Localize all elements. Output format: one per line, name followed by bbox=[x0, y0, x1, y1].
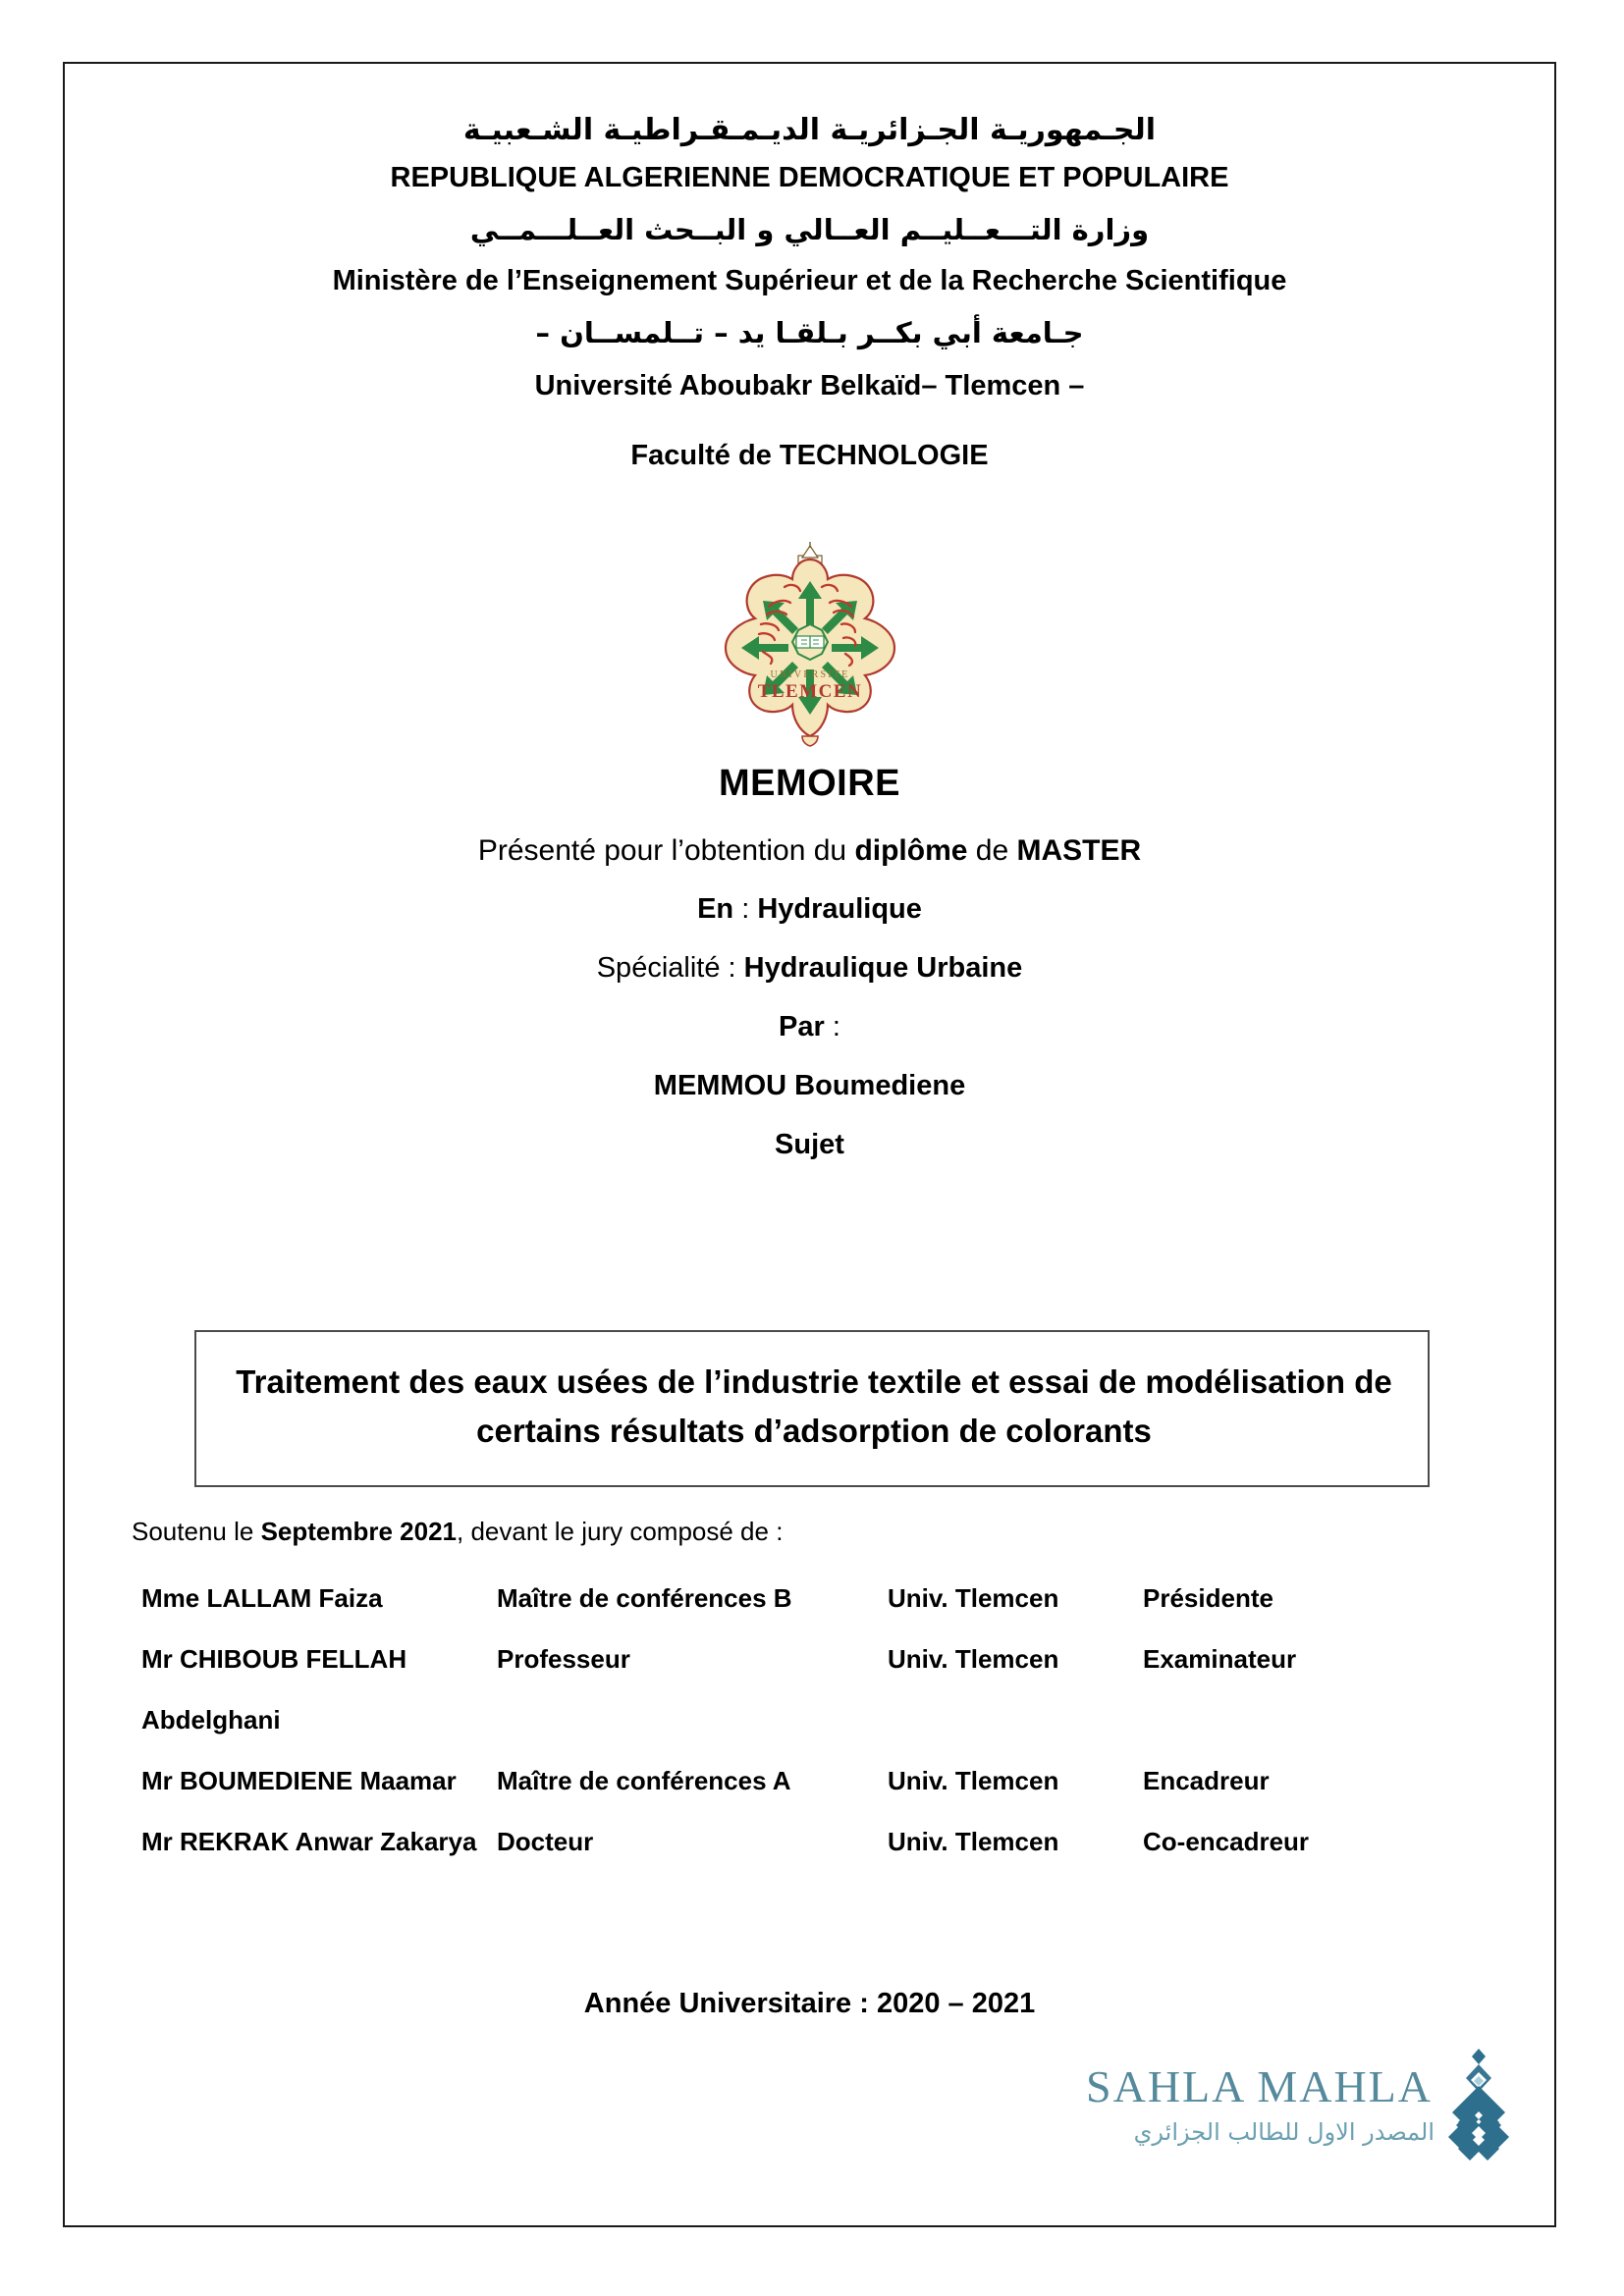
table-row bbox=[141, 1574, 1457, 1634]
subject-label: Sujet bbox=[775, 1129, 844, 1160]
jury-affiliation: Univ. Tlemcen bbox=[888, 1644, 1059, 1674]
jury-affiliation: Univ. Tlemcen bbox=[888, 1827, 1059, 1856]
jury-grade: Maître de conférences B bbox=[497, 1583, 792, 1613]
republic-french-line: REPUBLIQUE ALGERIENNE DEMOCRATIQUE ET POPULAIRE bbox=[390, 162, 1229, 193]
table-row bbox=[141, 1634, 1457, 1695]
table-row-continuation bbox=[141, 1695, 1457, 1756]
field-label: En bbox=[697, 893, 734, 925]
speciality-label: Spécialité : bbox=[596, 952, 744, 984]
university-arabic-line: جـامعة أبي بكــر بـلقـا يد – تــلمســان – bbox=[535, 316, 1084, 349]
university-seal-logo bbox=[712, 542, 908, 748]
jury-name: Mr CHIBOUB FELLAH bbox=[141, 1644, 407, 1674]
jury-role: Encadreur bbox=[1143, 1766, 1270, 1795]
jury-grade: Professeur bbox=[497, 1644, 630, 1674]
seal-caption-top: UNIVERSITE bbox=[770, 669, 849, 680]
jury-affiliation: Univ. Tlemcen bbox=[888, 1766, 1059, 1795]
watermark-brand-text: SAHLA MAHLA bbox=[1086, 2061, 1433, 2111]
presented-master-word: MASTER bbox=[1016, 834, 1142, 867]
seal-caption-bottom: TLEMCEN bbox=[757, 681, 862, 702]
by-colon: : bbox=[824, 1011, 840, 1042]
jury-name: Mr BOUMEDIENE Maamar bbox=[141, 1766, 457, 1795]
jury-affiliation: Univ. Tlemcen bbox=[888, 1583, 1059, 1613]
defense-date-line bbox=[132, 1517, 783, 1547]
by-line bbox=[65, 1011, 1554, 1043]
presented-diploma-word: diplôme bbox=[854, 834, 968, 867]
watermark-tagline-arabic: المصدر الاول للطالب الجزائري bbox=[1133, 2118, 1435, 2146]
defense-prefix: Soutenu le bbox=[132, 1517, 261, 1546]
author-name: MEMMOU Boumediene bbox=[653, 1070, 966, 1101]
by-label: Par bbox=[779, 1011, 825, 1042]
sahla-mahla-watermark bbox=[1059, 2047, 1521, 2179]
speciality-line bbox=[65, 952, 1554, 985]
republic-arabic-line: الجـمهوريـة الجـزائريـة الديـمـقـراطيـة الشـعبيـة bbox=[462, 113, 1157, 147]
page-border-frame bbox=[63, 62, 1556, 2227]
jury-role: Présidente bbox=[1143, 1583, 1273, 1613]
jury-grade: Docteur bbox=[497, 1827, 594, 1856]
jury-table bbox=[141, 1574, 1457, 1878]
field-colon: : bbox=[733, 893, 758, 925]
academic-year-line: Année Universitaire : 2020 – 2021 bbox=[583, 1988, 1036, 2019]
jury-name-continuation: Abdelghani bbox=[141, 1705, 281, 1735]
field-value: Hydraulique bbox=[757, 893, 922, 925]
seal-finial bbox=[802, 736, 818, 746]
subject-title-text: Traitement des eaux usées de l’industrie textile et essai de modélisation de certains résultats d’adsorption de colorants bbox=[236, 1363, 1392, 1449]
thesis-type-heading: MEMOIRE bbox=[718, 763, 901, 804]
ministry-french-line: Ministère de l’Enseignement Supérieur et de la Recherche Scientifique bbox=[332, 265, 1287, 296]
presented-for-line bbox=[65, 834, 1554, 868]
jury-name: Mme LALLAM Faiza bbox=[141, 1583, 383, 1613]
presented-prefix: Présenté pour l’obtention du bbox=[477, 834, 855, 867]
ministry-arabic-line: وزارة التـــعــليــم العــالي و البــحث العــلـــمــي bbox=[469, 213, 1150, 246]
jury-role: Examinateur bbox=[1143, 1644, 1297, 1674]
speciality-value: Hydraulique Urbaine bbox=[743, 952, 1023, 984]
subject-title-box bbox=[194, 1330, 1430, 1487]
jury-role: Co-encadreur bbox=[1143, 1827, 1310, 1856]
jury-name: Mr REKRAK Anwar Zakarya bbox=[141, 1827, 477, 1856]
defense-suffix: , devant le jury composé de : bbox=[457, 1517, 784, 1546]
jury-grade: Maître de conférences A bbox=[497, 1766, 791, 1795]
faculty-line: Faculté de TECHNOLOGIE bbox=[630, 440, 989, 471]
table-row bbox=[141, 1756, 1457, 1817]
university-french-line: Université Aboubakr Belkaïd– Tlemcen – bbox=[534, 370, 1085, 401]
presented-mid: de bbox=[967, 834, 1017, 867]
defense-date: Septembre 2021 bbox=[260, 1517, 458, 1546]
table-row bbox=[141, 1817, 1457, 1878]
field-line bbox=[65, 893, 1554, 926]
open-book-icon bbox=[792, 624, 828, 660]
page-content bbox=[65, 64, 1554, 2225]
watermark-diamond-icon bbox=[1436, 2047, 1521, 2169]
